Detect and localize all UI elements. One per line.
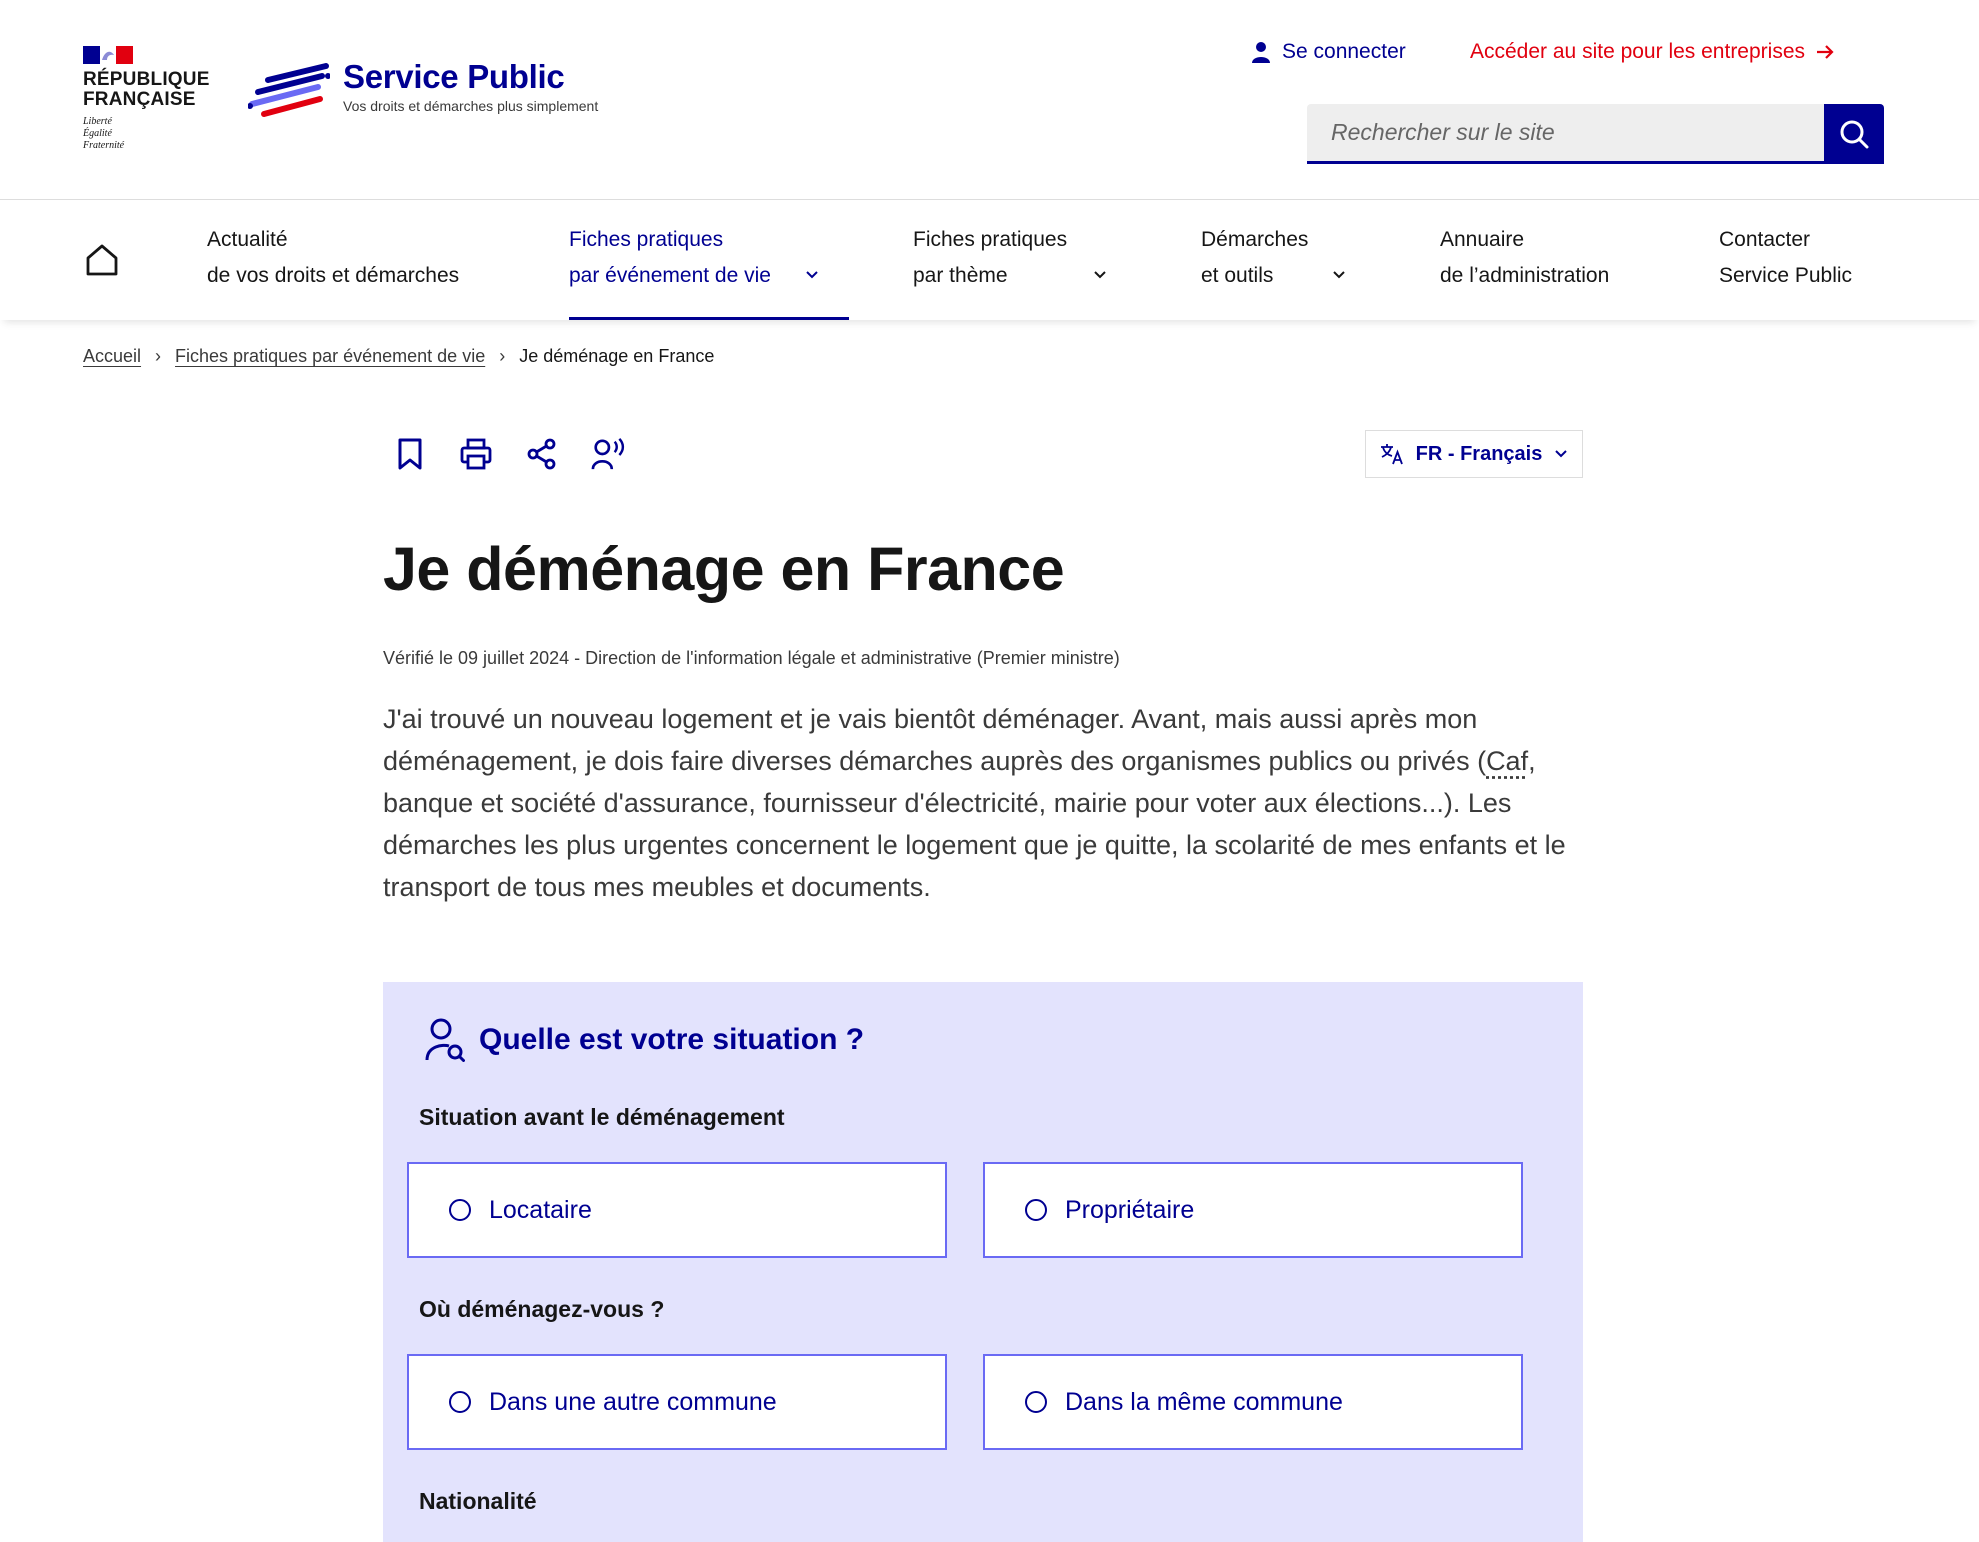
radio-icon [1025, 1391, 1047, 1413]
pro-site-link[interactable] [1470, 40, 1835, 64]
bookmark-icon [397, 437, 423, 471]
page-tools [393, 436, 625, 472]
print-icon [460, 438, 492, 470]
nav-item-line2: Service Public [1719, 264, 1853, 287]
nav-item-line2: et outils [1201, 264, 1274, 287]
republique-name [83, 70, 213, 110]
service-public-logo-icon[interactable] [248, 62, 330, 122]
lead-paragraph [383, 698, 1593, 908]
nav-item-line2: de vos droits et démarches [207, 264, 460, 287]
caf-abbreviation[interactable]: Caf [1486, 746, 1529, 776]
lead-text-part2: , banque et société d'assurance, fournisseur d'électricité, mairie pour voter aux élections...). Les démarches les plus urgentes concernent le logement que je quitte, la scolarité de mes enfants et le transport de tous mes meubles et documents. [383, 746, 1566, 902]
question-situation-avant: Situation avant le déménagement [419, 1104, 785, 1130]
question-nationalite: Nationalité [419, 1488, 537, 1514]
nav-item-line1: Fiches pratiques [913, 228, 1068, 251]
pro-site-label: Accéder au site pour les entreprises [1470, 40, 1806, 63]
chevron-down-icon [1093, 270, 1107, 280]
option-meme-commune[interactable] [983, 1354, 1523, 1450]
nav-item-evenement-de-vie[interactable] [569, 222, 849, 320]
search-bar [1307, 104, 1884, 164]
nav-item-annuaire[interactable] [1440, 222, 1609, 320]
home-icon[interactable] [84, 242, 120, 278]
situation-header [425, 1018, 864, 1062]
situation-title: Quelle est votre situation ? [479, 1023, 865, 1056]
motto-liberte: Liberté [83, 116, 112, 127]
nav-item-line2: par événement de vie [569, 264, 771, 287]
radio-icon [1025, 1199, 1047, 1221]
translate-icon [1380, 443, 1404, 465]
listen-button[interactable] [591, 436, 625, 472]
search-button[interactable] [1824, 104, 1884, 164]
arrow-right-icon [1815, 44, 1835, 60]
breadcrumb-current: Je déménage en France [519, 346, 715, 366]
chevron-down-icon [1554, 449, 1568, 459]
option-locataire[interactable] [407, 1162, 947, 1258]
option-label: Dans une autre commune [489, 1387, 777, 1416]
nav-item-line1: Actualité [207, 228, 288, 251]
breadcrumb [83, 346, 714, 367]
radio-icon [449, 1199, 471, 1221]
share-icon [526, 438, 558, 470]
french-flag-icon [83, 46, 133, 64]
option-proprietaire[interactable] [983, 1162, 1523, 1258]
chevron-down-icon [1332, 270, 1346, 280]
nav-item-actualite[interactable] [207, 222, 459, 320]
option-label: Propriétaire [1065, 1195, 1195, 1224]
share-button[interactable] [525, 436, 559, 472]
bookmark-button[interactable] [393, 436, 427, 472]
site-header [0, 0, 1979, 200]
situation-questionnaire [383, 982, 1583, 1542]
republique-line-1: RÉPUBLIQUE [83, 69, 210, 90]
lead-text-part1: J'ai trouvé un nouveau logement et je vais bientôt déménager. Avant, mais aussi après mon déménagement, je dois faire diverses démarches auprès des organismes publics ou privés ( [383, 704, 1487, 776]
verification-meta: Vérifié le 09 juillet 2024 - Direction de l'information légale et administrative (Premier ministre) [383, 648, 1120, 668]
nav-item-line2: de l’administration [1440, 264, 1610, 287]
page-title: Je déménage en France [383, 535, 1065, 603]
main-navigation [0, 200, 1979, 320]
option-autre-commune[interactable] [407, 1354, 947, 1450]
option-label: Locataire [489, 1195, 592, 1224]
breadcrumb-evenement-de-vie[interactable]: Fiches pratiques par événement de vie [175, 346, 486, 366]
search-input[interactable] [1307, 104, 1824, 164]
republique-francaise-logo[interactable] [83, 46, 213, 152]
user-search-icon [425, 1018, 465, 1062]
motto-egalite: Égalité [83, 128, 112, 139]
nav-item-par-theme[interactable] [913, 222, 1113, 320]
login-label: Se connecter [1282, 40, 1406, 63]
language-label: FR - Français [1415, 442, 1543, 465]
radio-icon [449, 1391, 471, 1413]
language-selector[interactable] [1365, 430, 1583, 478]
nav-item-line1: Contacter [1719, 228, 1811, 251]
motto-fraternite: Fraternité [83, 140, 125, 151]
site-tagline: Vos droits et démarches plus simplement [343, 98, 599, 114]
nav-item-line1: Annuaire [1440, 228, 1525, 251]
nav-item-demarches[interactable] [1201, 222, 1361, 320]
search-icon [1838, 118, 1870, 150]
nav-item-line1: Fiches pratiques [569, 228, 724, 251]
question-ou-demenagez: Où déménagez-vous ? [419, 1296, 665, 1322]
chevron-right-icon: › [499, 346, 506, 366]
nav-item-line1: Démarches [1201, 228, 1309, 251]
republique-line-2: FRANÇAISE [83, 89, 196, 110]
site-title[interactable]: Service Public [343, 58, 565, 95]
breadcrumb-accueil[interactable]: Accueil [83, 346, 142, 366]
listen-icon [591, 437, 625, 471]
option-label: Dans la même commune [1065, 1387, 1343, 1416]
republic-motto [83, 116, 213, 152]
nav-item-line2: par thème [913, 264, 1008, 287]
print-button[interactable] [459, 436, 493, 472]
login-link[interactable] [1252, 40, 1406, 64]
user-icon [1252, 41, 1270, 63]
nav-item-contacter[interactable] [1719, 222, 1852, 320]
chevron-right-icon: › [155, 346, 162, 366]
chevron-down-icon [805, 270, 819, 280]
